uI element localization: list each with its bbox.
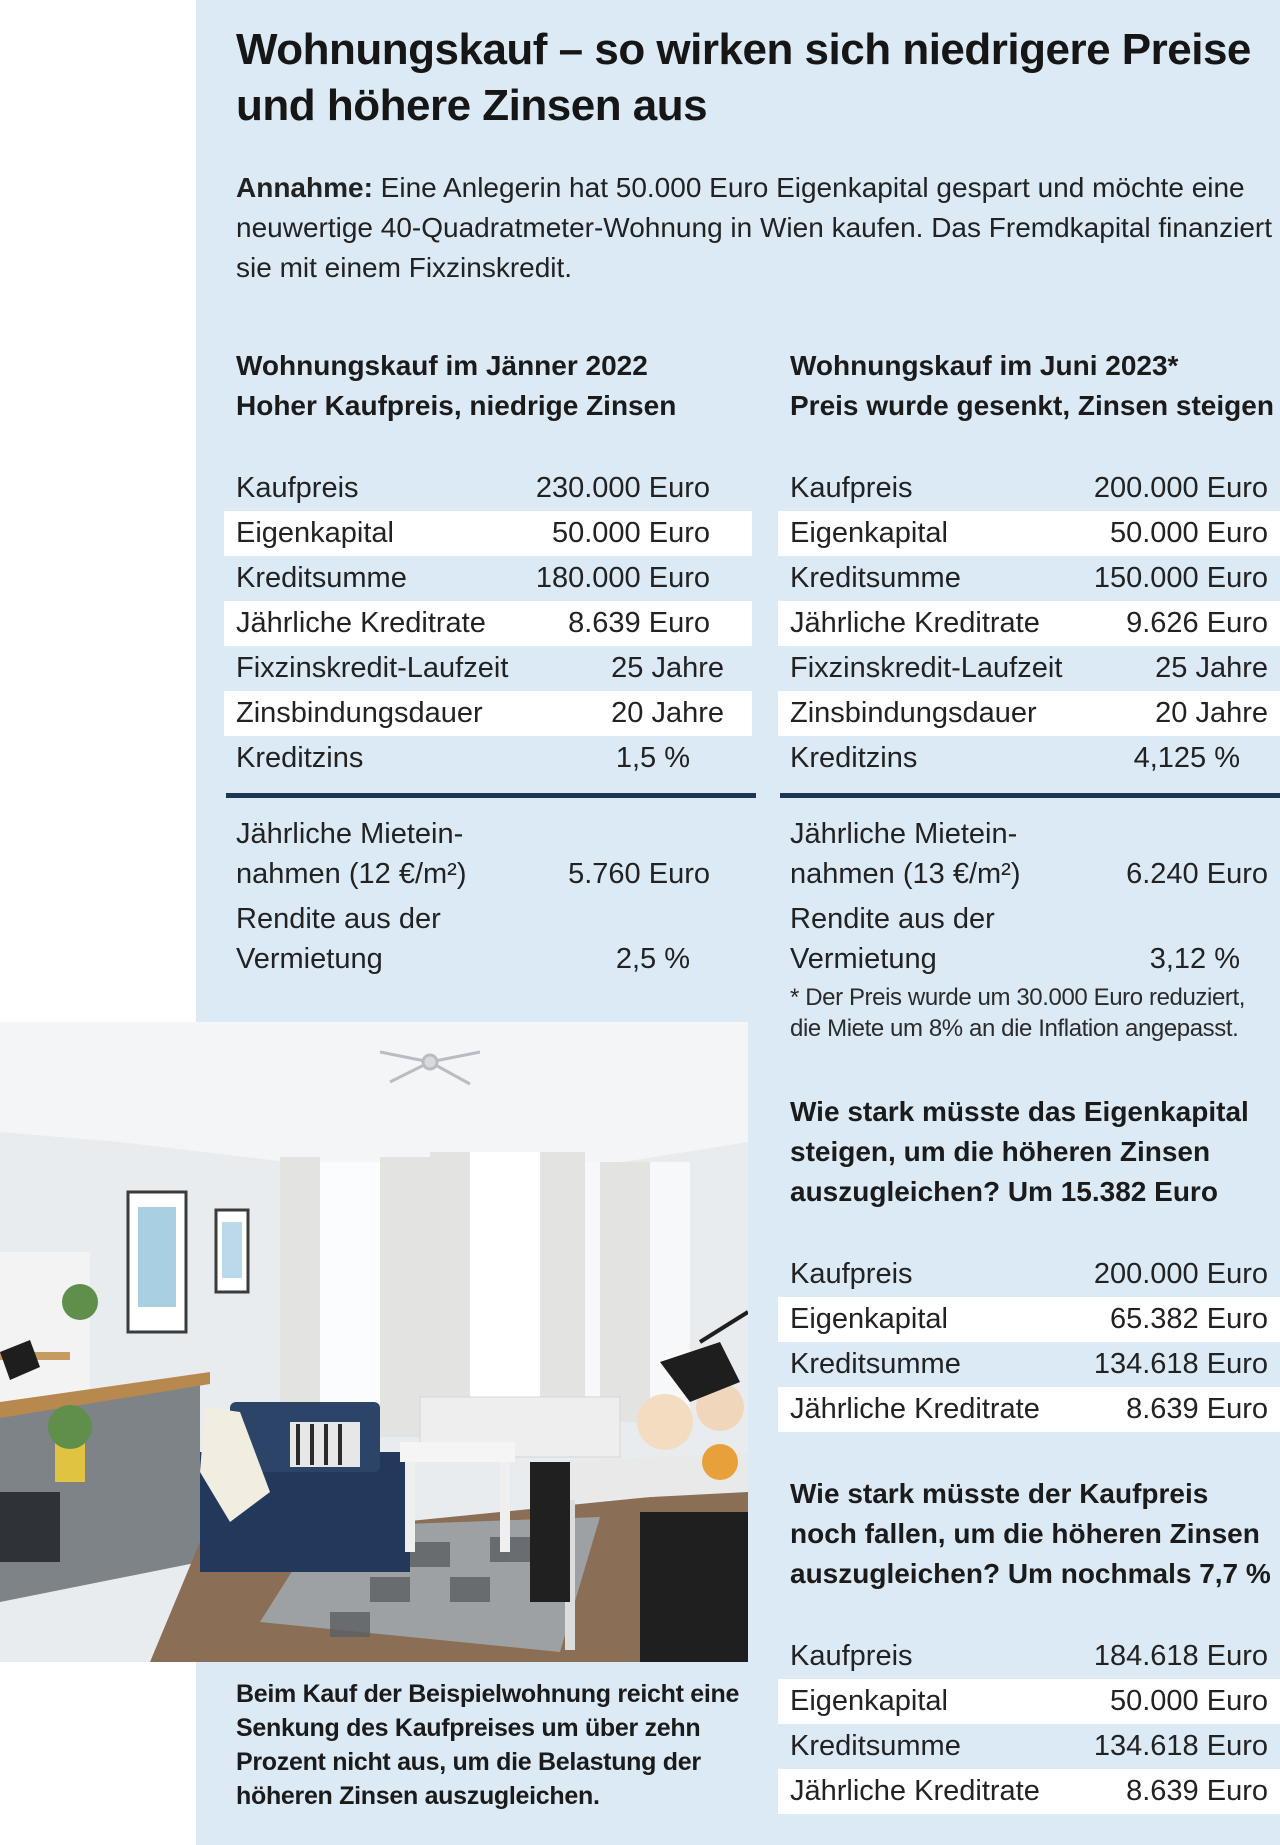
rent-label: Jährliche Mietein- (236, 818, 464, 850)
row-label: Eigenkapital (236, 517, 394, 549)
table-row (778, 1769, 1280, 1814)
table-row (778, 1724, 1280, 1769)
row-label: Kaufpreis (790, 1258, 913, 1290)
row-value: 25 Jahre (611, 652, 724, 684)
table-row (778, 1297, 1280, 1342)
equity-table (778, 1252, 1280, 1432)
table-row (224, 736, 752, 781)
rent-value: 5.760 Euro (568, 858, 710, 890)
table-row (778, 646, 1280, 691)
table-row (224, 466, 752, 511)
table-row (778, 1634, 1280, 1679)
table-row (224, 646, 752, 691)
table-row (224, 556, 752, 601)
rent-label: nahmen (12 €/m²) (236, 858, 467, 890)
yield-row (778, 899, 1280, 979)
row-label: Kreditzins (236, 742, 364, 774)
row-label: Jährliche Kreditrate (790, 1393, 1040, 1425)
row-value: 200.000 Euro (1093, 472, 1268, 504)
row-value: 8.639 Euro (1126, 1393, 1268, 1425)
right-heading-line2: Preis wurde gesenkt, Zinsen steigen (790, 390, 1274, 421)
row-value: 150.000 Euro (1093, 562, 1268, 594)
row-value: 20 Jahre (611, 697, 724, 729)
row-label: Jährliche Kreditrate (790, 1775, 1040, 1807)
table-row (778, 601, 1280, 646)
rent-income-row (224, 814, 752, 894)
table-row (778, 1342, 1280, 1387)
left-heading-line2: Hoher Kaufpreis, niedrige Zinsen (236, 390, 677, 421)
row-label: Eigenkapital (790, 1685, 948, 1717)
table-row (778, 1252, 1280, 1297)
row-label: Kreditsumme (790, 1730, 961, 1762)
assumption-text (236, 168, 1276, 288)
table-row (224, 691, 752, 736)
table-row (778, 1679, 1280, 1724)
row-label: Zinsbindungsdauer (790, 697, 1037, 729)
yield-row (224, 899, 752, 979)
divider-rule (226, 793, 756, 798)
row-label: Kaufpreis (790, 1640, 913, 1672)
row-label: Eigenkapital (790, 1303, 948, 1335)
row-label: Kreditsumme (790, 1348, 961, 1380)
price-question: Wie stark müsste der Kaufpreis noch fallen, um die höheren Zinsen auszugleichen? Um nochmals 7,7 % (790, 1478, 1271, 1589)
row-label: Zinsbindungsdauer (236, 697, 483, 729)
row-label: Kaufpreis (790, 472, 913, 504)
row-label: Kreditzins (790, 742, 918, 774)
table-row (224, 511, 752, 556)
row-value: 200.000 Euro (1093, 1258, 1268, 1290)
price-table (778, 1634, 1280, 1814)
row-value: 4,125 % (1133, 742, 1240, 774)
assumption-body: Eine Anlegerin hat 50.000 Euro Eigenkapital gespart und möchte eine neuwertige 40-Quadratmeter-Wohnung in Wien kaufen. Das Fremdkapital finanziert sie mit einem Fixzinskredit. (236, 172, 1272, 283)
table-row (778, 466, 1280, 511)
row-label: Kreditsumme (790, 562, 961, 594)
left-rent-block (224, 814, 752, 979)
table-row (778, 736, 1280, 781)
equity-question: Wie stark müsste das Eigenkapital steigen, um die höheren Zinsen auszugleichen? Um 15.382 Euro (790, 1096, 1249, 1207)
row-label: Jährliche Kreditrate (790, 607, 1040, 639)
row-value: 134.618 Euro (1093, 1730, 1268, 1762)
row-value: 8.639 Euro (1126, 1775, 1268, 1807)
table-row (778, 1387, 1280, 1432)
photo-caption: Beim Kauf der Beispielwohnung reicht eine Senkung des Kaufpreises um über zehn Prozent nicht aus, um die Belastung der höheren Zinsen auszugleichen. (236, 1680, 740, 1810)
right-rent-block (778, 814, 1280, 979)
row-label: Jährliche Kreditrate (236, 607, 486, 639)
row-value: 1,5 % (615, 742, 690, 774)
assumption-lead: Annahme: (236, 172, 373, 203)
rent-income-row (778, 814, 1280, 894)
left-heading-line1: Wohnungskauf im Jänner 2022 (236, 350, 648, 381)
divider-rule (780, 793, 1280, 798)
right-table (778, 466, 1280, 781)
rent-label: Jährliche Mietein- (790, 818, 1018, 850)
yield-label: Rendite aus der (790, 903, 995, 935)
table-row (224, 601, 752, 646)
yield-label: Vermietung (236, 943, 383, 975)
row-value: 50.000 Euro (1109, 517, 1268, 549)
yield-label: Rendite aus der (236, 903, 441, 935)
row-value: 9.626 Euro (1126, 607, 1268, 639)
table-row (778, 556, 1280, 601)
row-label: Eigenkapital (790, 517, 948, 549)
yield-label: Vermietung (790, 943, 937, 975)
table-row (778, 691, 1280, 736)
right-column-heading (790, 346, 1280, 426)
apartment-photo (0, 1022, 748, 1662)
yield-value: 3,12 % (1149, 943, 1240, 975)
footnote: * Der Preis wurde um 30.000 Euro reduziert, die Miete um 8% an die Inflation angepasst. (790, 984, 1246, 1042)
yield-value: 2,5 % (615, 943, 690, 975)
row-label: Fixzinskredit-Laufzeit (790, 652, 1063, 684)
rent-value: 6.240 Euro (1126, 858, 1268, 890)
row-value: 50.000 Euro (551, 517, 710, 549)
row-value: 184.618 Euro (1093, 1640, 1268, 1672)
page-title: Wohnungskauf – so wirken sich niedrigere Preise und höhere Zinsen aus (236, 25, 1251, 130)
row-label: Fixzinskredit-Laufzeit (236, 652, 509, 684)
row-value: 50.000 Euro (1109, 1685, 1268, 1717)
row-value: 65.382 Euro (1109, 1303, 1268, 1335)
row-label: Kaufpreis (236, 472, 359, 504)
row-value: 180.000 Euro (535, 562, 710, 594)
right-heading-line1: Wohnungskauf im Juni 2023* (790, 350, 1179, 381)
row-value: 20 Jahre (1155, 697, 1268, 729)
row-value: 134.618 Euro (1093, 1348, 1268, 1380)
row-value: 230.000 Euro (535, 472, 710, 504)
row-value: 25 Jahre (1155, 652, 1268, 684)
row-value: 8.639 Euro (568, 607, 710, 639)
rent-label: nahmen (13 €/m²) (790, 858, 1021, 890)
left-table (224, 466, 752, 781)
left-column-heading (236, 346, 676, 426)
table-row (778, 511, 1280, 556)
row-label: Kreditsumme (236, 562, 407, 594)
